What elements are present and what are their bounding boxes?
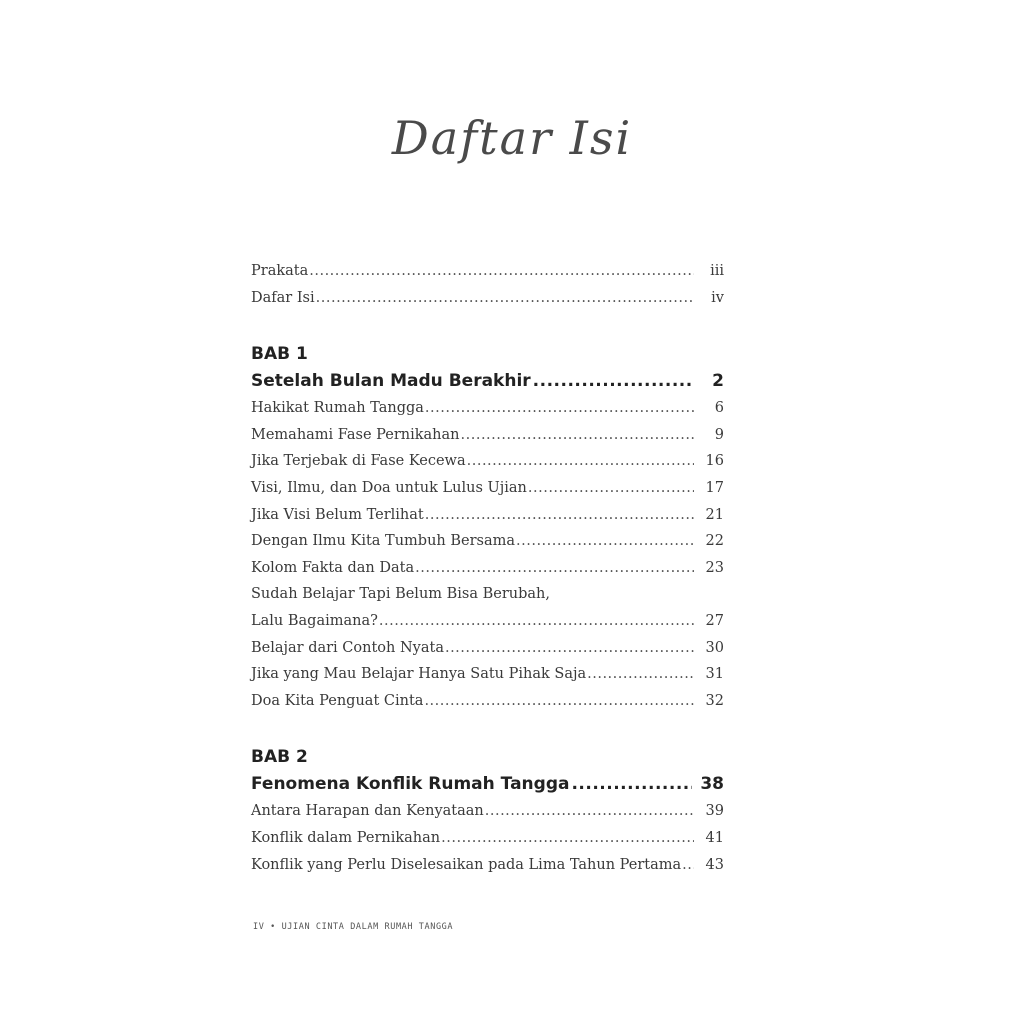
toc-entry-label: Jika Visi Belum Terlihat xyxy=(251,506,424,523)
toc-entry-page: 16 xyxy=(705,453,724,470)
dot-leader xyxy=(467,448,694,475)
chapter-page: 38 xyxy=(700,774,724,795)
page-title: Daftar Isi xyxy=(391,111,633,165)
dot-leader xyxy=(516,528,694,555)
dot-leader xyxy=(533,367,692,395)
toc-entry xyxy=(251,502,724,529)
dot-leader xyxy=(425,502,694,529)
toc-entry-page: 41 xyxy=(705,829,724,846)
dot-leader xyxy=(571,770,692,798)
toc-entry-page: 27 xyxy=(705,612,724,629)
toc-entry-label: Memahami Fase Pernikahan xyxy=(251,426,460,443)
toc-entry-page: 23 xyxy=(705,559,724,576)
toc-entry-label: Dengan Ilmu Kita Tumbuh Bersama xyxy=(251,533,516,550)
toc-entry xyxy=(251,798,724,825)
toc-entry-label: Prakata xyxy=(251,263,309,279)
toc-entry-page: iv xyxy=(711,289,724,306)
dot-leader xyxy=(316,285,694,312)
dot-leader xyxy=(587,661,694,688)
toc-entry-label: Antara Harapan dan Kenyataan xyxy=(251,803,484,820)
toc-entry-page: 31 xyxy=(705,666,724,683)
toc-entry-page: 43 xyxy=(705,856,724,873)
toc-entry-label: Hakikat Rumah Tangga xyxy=(251,400,424,417)
dot-leader xyxy=(445,635,694,662)
toc-entry xyxy=(251,635,724,662)
page-footer xyxy=(253,922,453,932)
toc-entry-label: Konflik yang Perlu Diselesaikan pada Lima Tahun Pertama xyxy=(251,856,682,873)
toc-entry-page: 21 xyxy=(705,506,724,523)
chapter-page: 2 xyxy=(712,371,724,392)
chapter-title: Fenomena Konflik Rumah Tangga xyxy=(251,774,570,795)
toc-entry-page: 39 xyxy=(705,803,724,820)
toc-entry-page: 22 xyxy=(705,533,724,550)
toc-entry xyxy=(251,475,724,502)
toc-entry-label: Doa Kita Penguat Cinta xyxy=(251,692,424,709)
dot-leader xyxy=(485,798,694,825)
footer-separator: • xyxy=(270,922,276,932)
dot-leader xyxy=(528,475,694,502)
toc-entry-label: Jika yang Mau Belajar Hanya Satu Pihak Saja xyxy=(251,666,587,683)
toc-entry-prakata xyxy=(251,258,724,285)
dot-leader xyxy=(415,555,694,582)
chapter-number: BAB 1 xyxy=(251,344,308,365)
toc-entry-label-line1: Sudah Belajar Tapi Belum Bisa Berubah, xyxy=(251,586,551,603)
toc-entry xyxy=(251,528,724,555)
toc-entry-label: Visi, Ilmu, dan Doa untuk Lulus Ujian xyxy=(251,479,527,496)
toc-entry-label: Lalu Bagaimana? xyxy=(251,612,378,629)
toc-entry-page: 6 xyxy=(714,400,724,417)
toc-entry-page: iii xyxy=(710,263,724,279)
toc-entry-label: Kolom Fakta dan Data xyxy=(251,559,415,576)
toc-entry xyxy=(251,661,724,688)
dot-leader xyxy=(424,688,694,715)
toc-entry xyxy=(251,608,724,635)
toc-entry-page: 30 xyxy=(705,639,724,656)
toc-entry xyxy=(251,395,724,422)
toc-entry-daftar-isi xyxy=(251,285,724,312)
toc-entry-label: Dafar Isi xyxy=(251,289,315,306)
toc-entry-page: 17 xyxy=(705,479,724,496)
toc-entry xyxy=(251,448,724,475)
chapter-title: Setelah Bulan Madu Berakhir xyxy=(251,371,531,392)
dot-leader xyxy=(425,395,694,422)
dot-leader xyxy=(461,422,694,449)
toc-entry xyxy=(251,852,724,879)
chapter-title-row xyxy=(251,367,724,395)
chapter-number: BAB 2 xyxy=(251,747,308,768)
toc-entry xyxy=(251,825,724,852)
toc-entry-label: Belajar dari Contoh Nyata xyxy=(251,639,444,656)
dot-leader xyxy=(309,258,694,285)
footer-page-number: IV xyxy=(253,922,265,932)
toc-entry xyxy=(251,688,724,715)
chapter-title-row xyxy=(251,770,724,798)
table-of-contents xyxy=(251,258,724,878)
footer-book-title: UJIAN CINTA DALAM RUMAH TANGGA xyxy=(281,922,454,932)
dot-leader xyxy=(441,825,694,852)
dot-leader xyxy=(682,852,694,879)
toc-entry xyxy=(251,422,724,449)
toc-entry-label: Jika Terjebak di Fase Kecewa xyxy=(251,453,466,470)
dot-leader xyxy=(379,608,694,635)
toc-entry-page: 32 xyxy=(705,692,724,709)
toc-entry xyxy=(251,555,724,582)
toc-entry-page: 9 xyxy=(714,426,724,443)
toc-entry-label: Konflik dalam Pernikahan xyxy=(251,829,441,846)
